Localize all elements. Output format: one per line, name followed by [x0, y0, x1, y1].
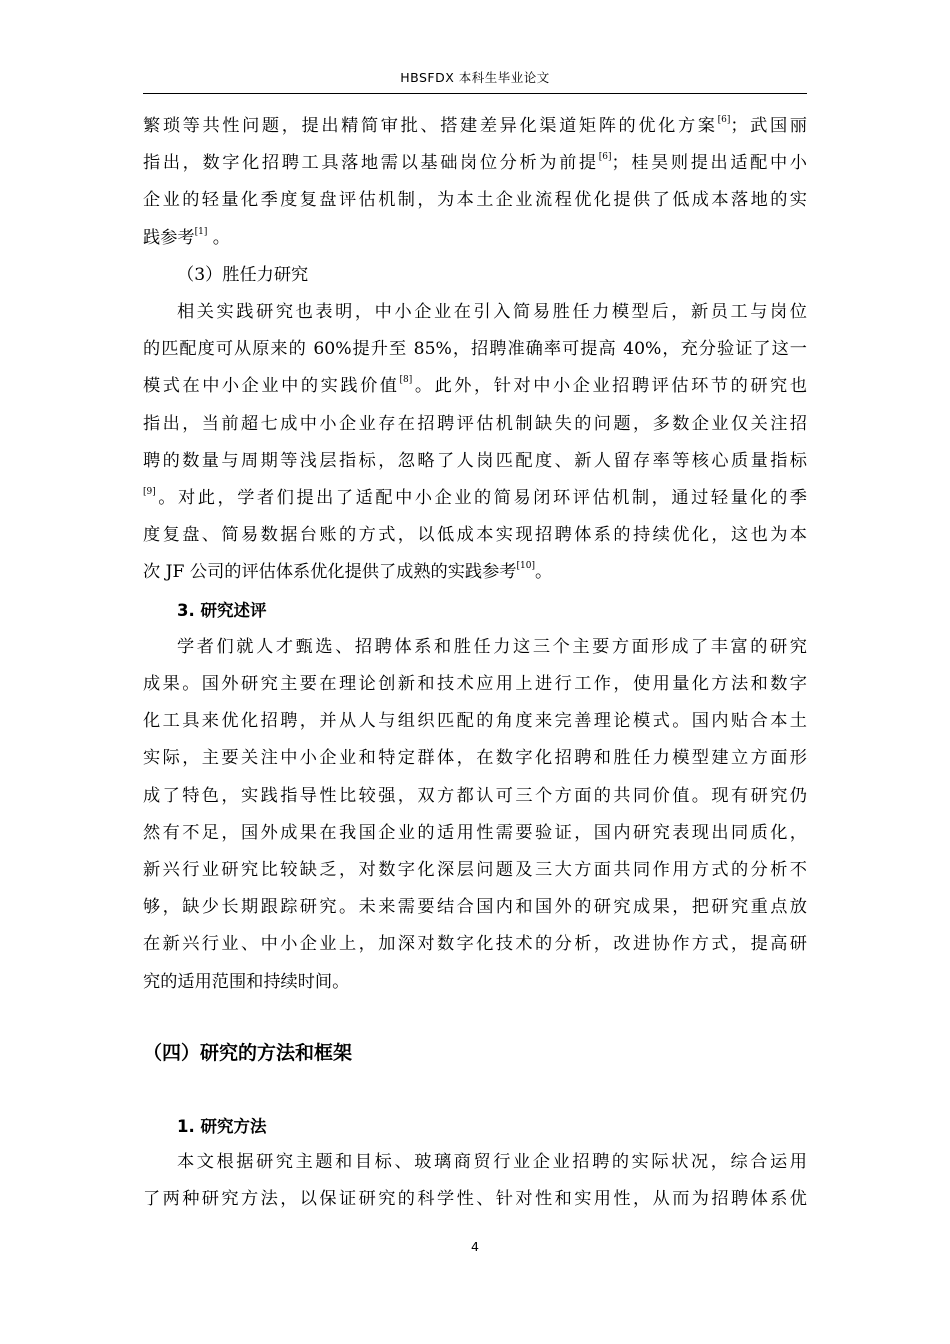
citation: [6] — [717, 115, 731, 125]
citation: [10] — [516, 561, 535, 572]
citation: [9] — [143, 487, 156, 498]
text-line: 究的适用范围和持续时间。 — [143, 971, 350, 992]
paragraph-competency — [143, 294, 807, 592]
text-line: 践参考[1] 。 — [143, 226, 230, 248]
text-line: 模式在中小企业中的实践价值[8]。此外，针对中小企业招聘评估环节的研究也 — [143, 375, 807, 397]
paragraph-research-methods — [143, 1144, 807, 1218]
text-line: 成果。国外研究主要在理论创新和技术应用上进行工作，使用量化方法和数字 — [143, 674, 807, 695]
text-line: 企业的轻量化季度复盘评估机制，为本土企业流程优化提供了低成本落地的实 — [143, 190, 807, 211]
text-line: 度复盘、简易数据台账的方式，以低成本实现招聘体系的持续优化，这也为本 — [143, 525, 807, 546]
text-line: [9]。对此，学者们提出了适配中小企业的简易闭环评估机制，通过轻量化的季 — [143, 487, 807, 509]
heading-research-review: 3. 研究述评 — [177, 600, 267, 620]
text-line: 的匹配度可从原来的 60%提升至 85%，招聘准确率可提高 40%，充分验证了这一 — [143, 339, 807, 360]
text-line: 然有不足，国外成果在我国企业的适用性需要验证，国内研究表现出同质化， — [143, 822, 807, 843]
text-line: 学者们就人才甄选、招聘体系和胜任力这三个主要方面形成了丰富的研究 — [177, 636, 807, 657]
text-line: 指出，当前超七成中小企业存在招聘评估机制缺失的问题，多数企业仅关注招 — [143, 413, 807, 434]
page-number: 4 — [471, 1239, 479, 1254]
citation: [6] — [598, 152, 612, 163]
citation: [1] — [194, 226, 208, 237]
text-line: 本文根据研究主题和目标、玻璃商贸行业企业招聘的实际状况，综合运用 — [177, 1152, 807, 1172]
text-line: 聘的数量与周期等浅层指标，忽略了人岗匹配度、新人留存率等核心质量指标 — [143, 450, 807, 471]
subheading-competency: （3）胜任力研究 — [177, 264, 309, 285]
text-line: 指出，数字化招聘工具落地需以基础岗位分析为前提[6]；桂昊则提出适配中小 — [143, 152, 807, 174]
section-heading-methods-framework: （四）研究的方法和框架 — [143, 1042, 353, 1064]
text-line: 成了特色，实践指导性比较强，双方都认可三个方面的共同价值。现有研究仍 — [143, 785, 807, 806]
text-line: 够，缺少长期跟踪研究。未来需要结合国内和国外的研究成果，把研究重点放 — [143, 897, 807, 918]
page-header: HBSFDX 本科生毕业论文 — [400, 70, 550, 85]
text-line: 化工具来优化招聘，并从人与组织匹配的角度来完善理论模式。国内贴合本土 — [143, 711, 807, 732]
text-line: 在新兴行业、中小企业上，加深对数字化技术的分析，改进协作方式，提高研 — [143, 934, 807, 955]
text-line: 相关实践研究也表明，中小企业在引入简易胜任力模型后，新员工与岗位 — [177, 302, 807, 323]
text-line: 繁琐等共性问题，提出精简审批、搭建差异化渠道矩阵的优化方案[6]；武国丽 — [143, 115, 807, 136]
heading-research-methods: 1. 研究方法 — [177, 1117, 267, 1136]
text-line: 实际，主要关注中小企业和特定群体，在数字化招聘和胜任力模型建立方面形 — [143, 748, 807, 769]
text-line: 新兴行业研究比较缺乏，对数字化深层问题及三大方面共同作用方式的分析不 — [143, 860, 807, 881]
text-line: 了两种研究方法，以保证研究的科学性、针对性和实用性，从而为招聘体系优 — [143, 1189, 807, 1210]
citation: [8] — [399, 375, 413, 386]
paragraph-research-review — [143, 629, 807, 1001]
page-body — [143, 108, 807, 1210]
paragraph-continuation — [143, 108, 807, 257]
text-line: 次 JF 公司的评估体系优化提供了成熟的实践参考[10]。 — [143, 561, 553, 583]
header-divider — [143, 93, 807, 94]
